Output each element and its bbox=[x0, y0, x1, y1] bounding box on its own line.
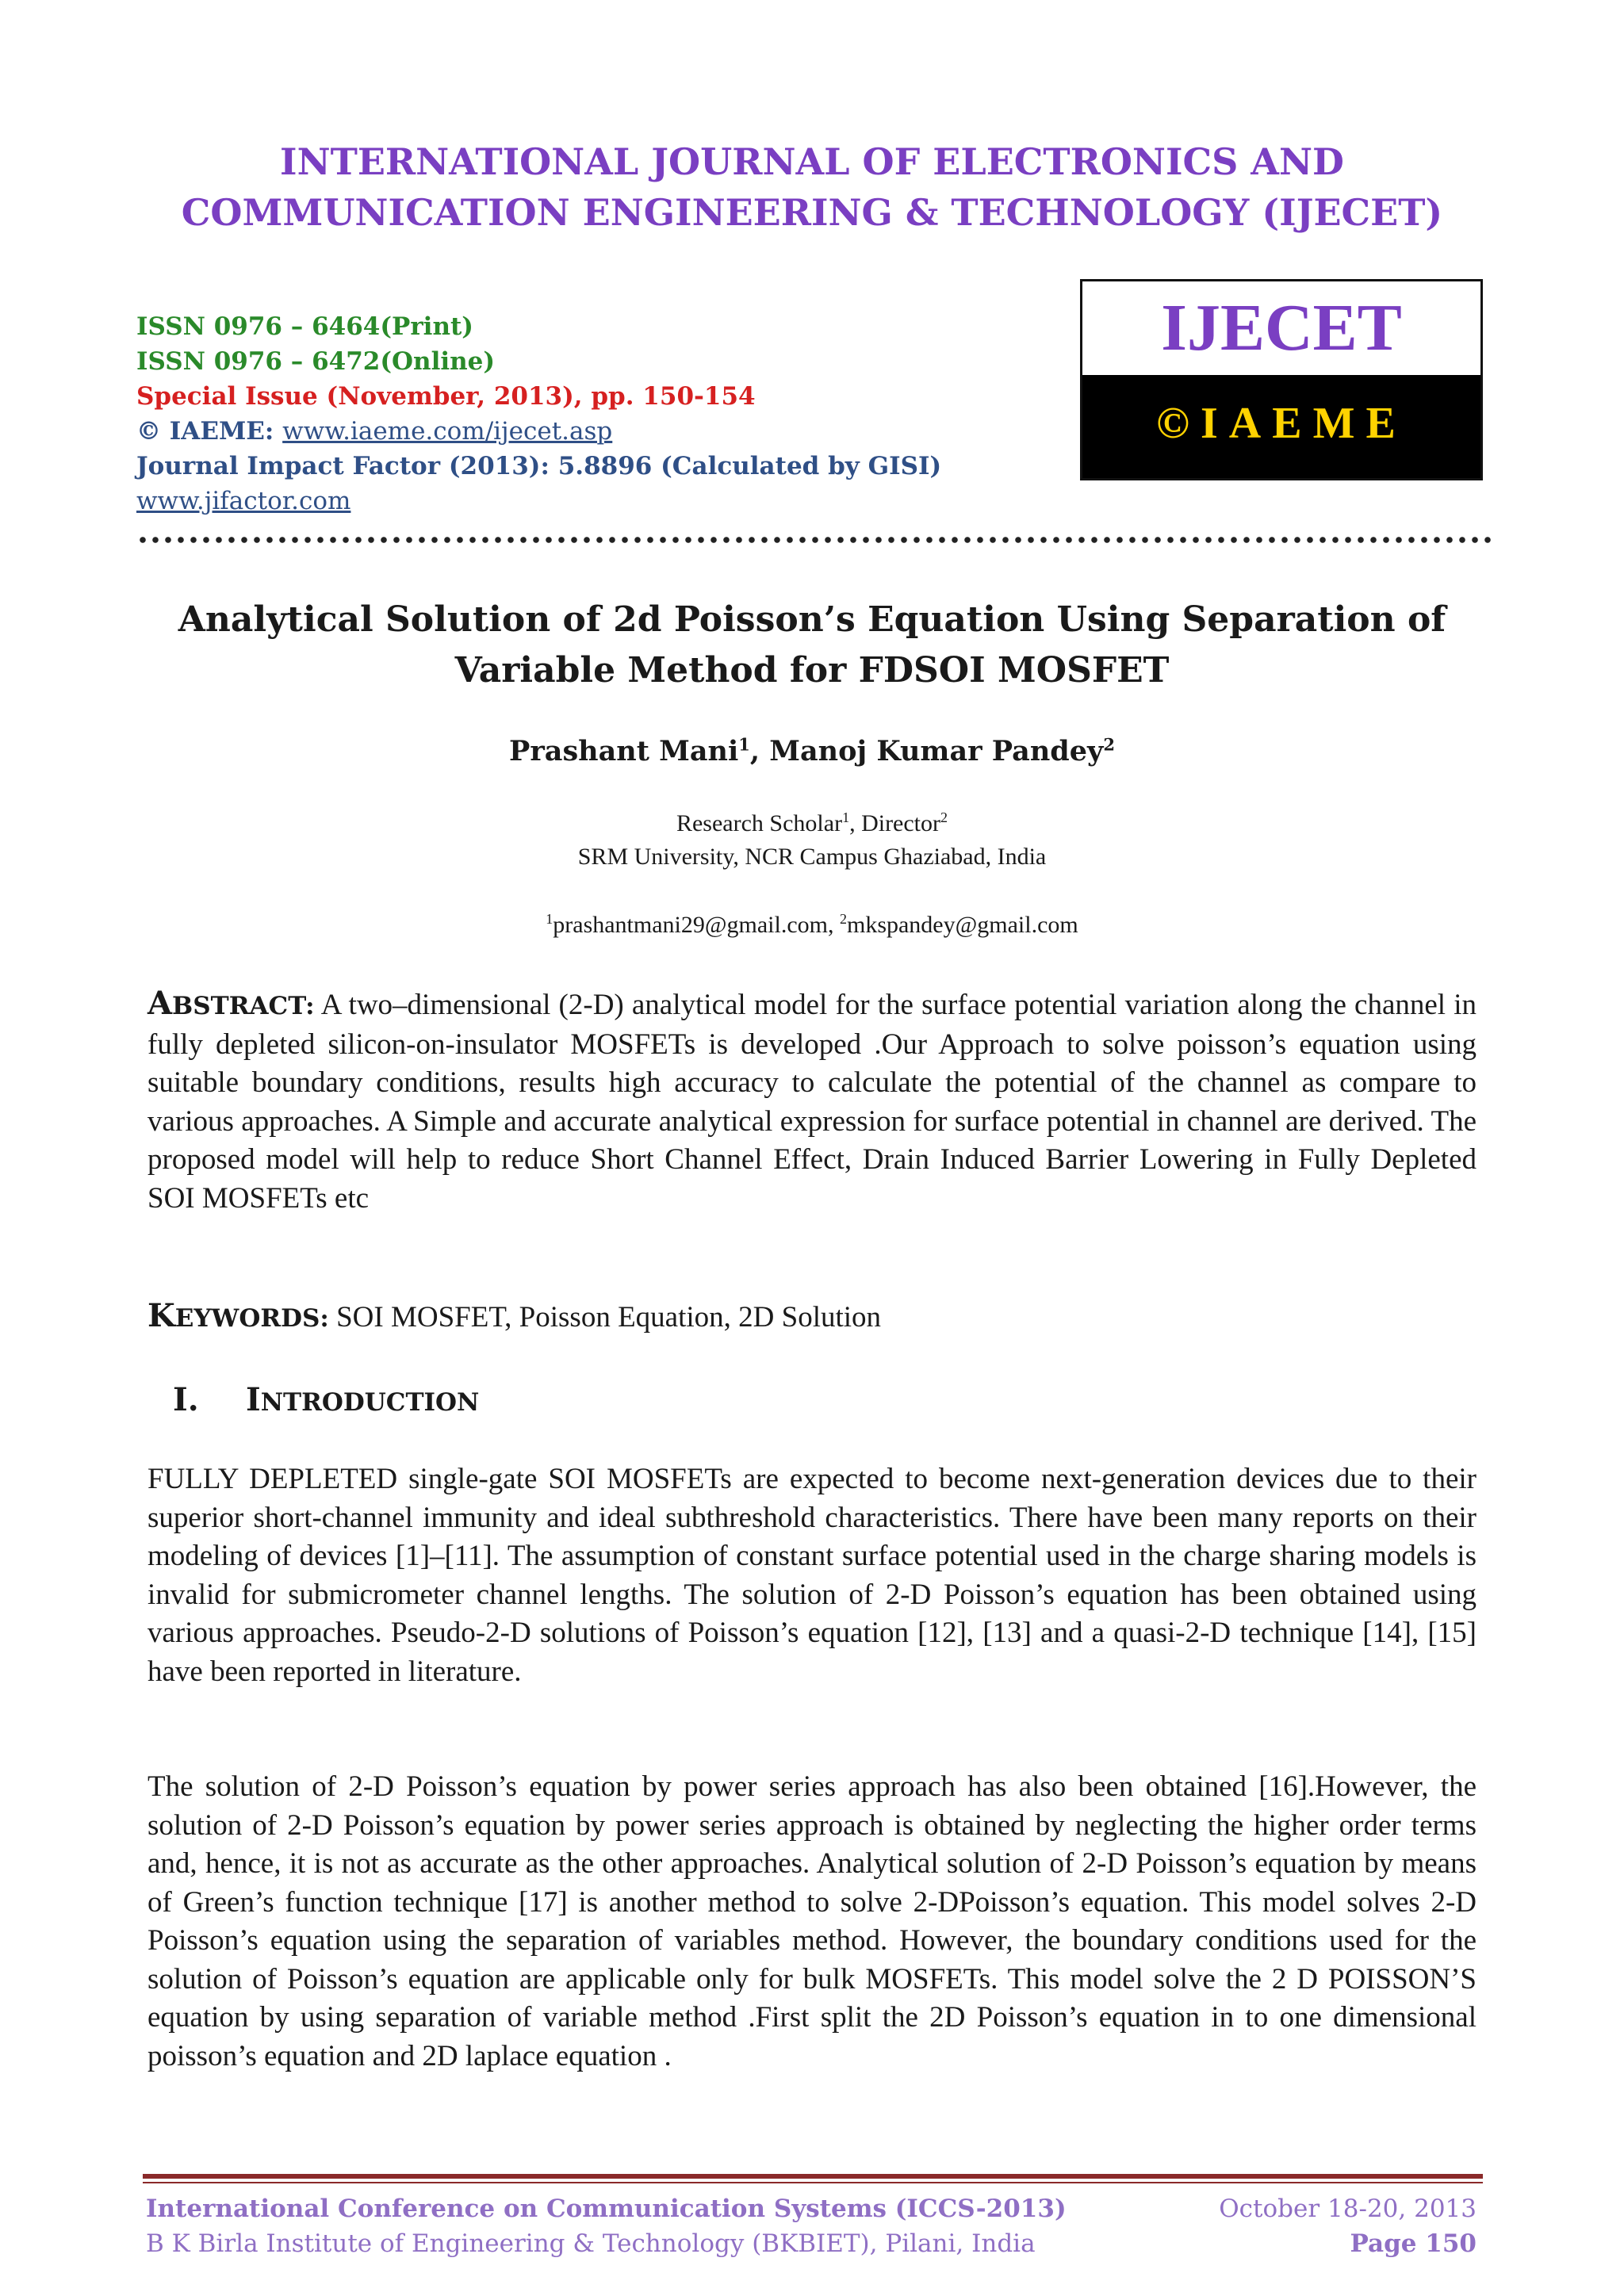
keywords bbox=[147, 1297, 1477, 1338]
footer-dates: October 18-20, 2013 bbox=[1219, 2195, 1477, 2223]
paper-title-line-1: Analytical Solution of 2d Poisson’s Equation Using Separation of bbox=[178, 599, 1446, 640]
role-1: Research Scholar bbox=[676, 810, 843, 836]
jifactor-link[interactable]: www.jifactor.com bbox=[136, 487, 351, 515]
author-emails bbox=[0, 909, 1624, 942]
author-1-sup: 1 bbox=[738, 734, 750, 755]
email-2-sup: 2 bbox=[839, 911, 847, 928]
journal-title-line-1: INTERNATIONAL JOURNAL OF ELECTRONICS AND bbox=[280, 140, 1344, 183]
section-heading-introduction bbox=[173, 1380, 479, 1423]
footer-conference: International Conference on Communication Systems (ICCS-2013) bbox=[146, 2195, 1067, 2223]
keywords-text: SOI MOSFET, Poisson Equation, 2D Solution bbox=[328, 1301, 882, 1334]
email-1[interactable]: prashantmani29@gmail.com bbox=[553, 912, 828, 938]
ijecet-logo bbox=[1080, 279, 1483, 480]
role-2-sup: 2 bbox=[940, 809, 948, 826]
email-1-sup: 1 bbox=[546, 911, 553, 928]
footer-page-number: Page 150 bbox=[1350, 2229, 1477, 2258]
paper-title-line-2: Variable Method for FDSOI MOSFET bbox=[454, 650, 1170, 691]
iaeme-link[interactable]: www.iaeme.com/ijecet.asp bbox=[282, 417, 613, 446]
role-1-sup: 1 bbox=[842, 809, 850, 826]
affiliation-roles bbox=[0, 807, 1624, 840]
impact-factor: Journal Impact Factor (2013): 5.8896 (Calculated by GISI) bbox=[136, 452, 942, 480]
section-title: INTRODUCTION bbox=[246, 1381, 480, 1418]
iaeme-label: © IAEME: bbox=[136, 417, 283, 446]
jifactor-line bbox=[136, 484, 350, 519]
role-separator: , bbox=[849, 810, 862, 836]
iaeme-line bbox=[136, 414, 612, 449]
keywords-label: KEYWORDS: bbox=[147, 1297, 329, 1334]
author-2-sup: 2 bbox=[1103, 734, 1115, 755]
special-issue: Special Issue (November, 2013), pp. 150-154 bbox=[136, 382, 756, 411]
role-2: Director bbox=[861, 810, 941, 836]
intro-paragraph-2: The solution of 2-D Poisson’s equation by power series approach has also been obtained [16].However, the solution of 2-D Poisson’s equation by power series approach is obtained by neglecting the higher order terms and, hence, it is not as accurate as the other approaches. Analytical solution of 2-D Poisson’s equation by means of Green’s function technique [17] is another method to solve 2-DPoisson’s equation. This model solves 2-D Poisson’s equation using the separation of variables method. However, the boundary conditions used for the solution of Poisson’s equation are applicable only for bulk MOSFETs. This model solve the 2 D POISSON’S equation by using separation of variable method .First split the 2D Poisson’s equation in to one dimensional poisson’s equation and 2D laplace equation . bbox=[147, 1770, 1477, 2072]
footer-rule bbox=[143, 2174, 1483, 2179]
issn-print: ISSN 0976 – 6464(Print) bbox=[136, 312, 473, 341]
abstract bbox=[147, 985, 1477, 1218]
section-number: I. bbox=[173, 1381, 199, 1418]
authors bbox=[0, 733, 1624, 771]
logo-text-ijecet: IJECET bbox=[1161, 291, 1402, 365]
dotted-separator bbox=[136, 534, 1494, 545]
abstract-text: A two–dimensional (2-D) analytical model for the surface potential variation along the channel in fully depleted silicon-on-insulator MOSFETs is developed .Our Approach to solve poisson’s equation using suitable boundary conditions, results high accuracy to calculate the potential of the channel as compare to various approaches. A Simple and accurate analytical expression for surface potential in channel are derived. The proposed model will help to reduce Short Channel Effect, Drain Induced Barrier Lowering in Fully Depleted SOI MOSFETs etc bbox=[147, 989, 1477, 1215]
footer-institute: B K Birla Institute of Engineering & Technology (BKBIET), Pilani, India bbox=[146, 2229, 1036, 2258]
email-2[interactable]: mkspandey@gmail.com bbox=[846, 912, 1078, 938]
affiliation-university: SRM University, NCR Campus Ghaziabad, India bbox=[577, 844, 1047, 870]
intro-paragraph-1: FULLY DEPLETED single-gate SOI MOSFETs are expected to become next-generation devices due to their superior short-channel immunity and ideal subthreshold characteristics. There have been many reports on their modeling of devices [1]–[11]. The assumption of constant surface potential used in the charge sharing models is invalid for submicrometer channel lengths. The solution of 2-D Poisson’s equation has been obtained using various approaches. Pseudo-2-D solutions of Poisson’s equation [12], [13] and a quasi-2-D technique [14], [15] have been reported in literature. bbox=[147, 1463, 1477, 1688]
author-separator: , bbox=[749, 735, 770, 767]
footer-rule-thin bbox=[143, 2182, 1483, 2183]
journal-title-line-2: COMMUNICATION ENGINEERING & TECHNOLOGY (IJECET) bbox=[181, 191, 1443, 234]
author-1: Prashant Mani bbox=[509, 735, 739, 767]
issn-online: ISSN 0976 – 6472(Online) bbox=[136, 347, 496, 376]
logo-text-iaeme: ©IAEME bbox=[1082, 375, 1480, 478]
author-2: Manoj Kumar Pandey bbox=[769, 735, 1104, 767]
abstract-label: ABSTRACT: bbox=[147, 985, 315, 1022]
email-separator: , bbox=[827, 912, 840, 938]
